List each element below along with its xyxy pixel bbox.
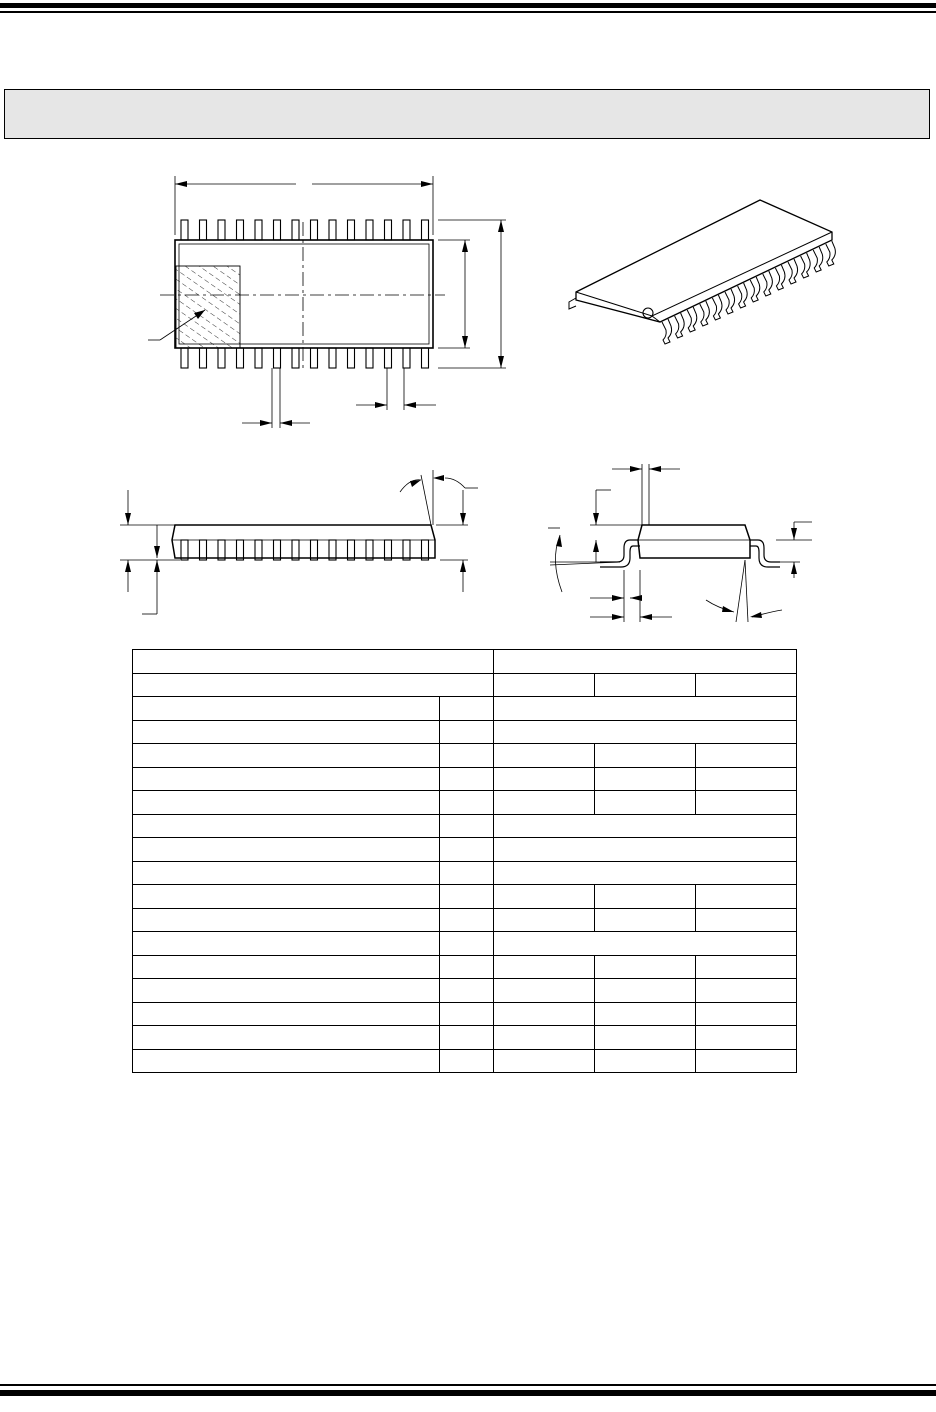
pin-bottom xyxy=(181,348,188,368)
pin-side xyxy=(237,540,244,560)
table-cell xyxy=(595,673,696,697)
side-view-pins xyxy=(181,540,429,560)
table-cell xyxy=(440,932,494,956)
pin-top xyxy=(403,220,410,240)
pin-top xyxy=(255,220,262,240)
table-row xyxy=(133,861,797,885)
pin-bottom xyxy=(292,348,299,368)
table-cell xyxy=(595,744,696,768)
table-cell xyxy=(440,861,494,885)
table-cell xyxy=(133,932,440,956)
table-cell xyxy=(696,791,797,815)
table-cell xyxy=(494,979,595,1003)
pin-side xyxy=(348,540,355,560)
table-row xyxy=(133,720,797,744)
table-cell xyxy=(494,791,595,815)
table-cell xyxy=(494,814,797,838)
table-cell xyxy=(133,861,440,885)
table-cell xyxy=(440,744,494,768)
table-row xyxy=(133,1049,797,1073)
table-row xyxy=(133,885,797,909)
pin-side xyxy=(422,540,429,560)
table-cell xyxy=(696,673,797,697)
pin-side xyxy=(218,540,225,560)
table-cell xyxy=(133,979,440,1003)
pin-top xyxy=(385,220,392,240)
pin-top xyxy=(292,220,299,240)
table-cell xyxy=(494,861,797,885)
table-cell xyxy=(133,814,440,838)
table-cell xyxy=(494,697,797,721)
table-cell xyxy=(494,673,595,697)
table-cell xyxy=(440,814,494,838)
pin-side xyxy=(403,540,410,560)
table-row xyxy=(133,1002,797,1026)
pin-isometric xyxy=(813,247,823,272)
table-cell xyxy=(595,885,696,909)
table-cell xyxy=(440,955,494,979)
table-cell xyxy=(696,908,797,932)
pin-isometric xyxy=(788,259,798,284)
table-cell xyxy=(133,720,440,744)
pin-bottom xyxy=(366,348,373,368)
table-cell xyxy=(494,885,595,909)
pin-isometric xyxy=(826,241,836,266)
table-cell xyxy=(133,908,440,932)
top-view xyxy=(148,176,506,428)
pin-top xyxy=(422,220,429,240)
pin-bottom xyxy=(218,348,225,368)
table-cell xyxy=(595,955,696,979)
table-row xyxy=(133,814,797,838)
pin-isometric xyxy=(700,301,710,326)
pin-isometric xyxy=(750,277,760,302)
table-cell xyxy=(133,838,440,862)
table-cell xyxy=(440,885,494,909)
isometric-view xyxy=(569,200,832,322)
pin-top xyxy=(181,220,188,240)
pin-isometric xyxy=(662,319,672,344)
pin-isometric xyxy=(725,289,735,314)
table-cell xyxy=(440,1026,494,1050)
table-cell xyxy=(440,767,494,791)
pin-side xyxy=(329,540,336,560)
table-row xyxy=(133,979,797,1003)
table-cell xyxy=(440,720,494,744)
table-cell xyxy=(494,838,797,862)
pin-side xyxy=(200,540,207,560)
table-cell xyxy=(494,1002,595,1026)
table-cell xyxy=(133,650,494,674)
bottom-rule-thick xyxy=(0,1390,936,1396)
bottom-rule-thin xyxy=(0,1384,936,1386)
pin-bottom xyxy=(348,348,355,368)
table-cell xyxy=(133,955,440,979)
table-cell xyxy=(133,673,494,697)
pin-top xyxy=(311,220,318,240)
pin-isometric xyxy=(775,265,785,290)
pin-bottom xyxy=(200,348,207,368)
table-cell xyxy=(494,650,797,674)
pin-side xyxy=(274,540,281,560)
pin-top xyxy=(348,220,355,240)
table-cell xyxy=(696,1026,797,1050)
table-cell xyxy=(696,1049,797,1073)
pin-side xyxy=(385,540,392,560)
table-cell xyxy=(133,697,440,721)
pin-top xyxy=(218,220,225,240)
table-cell xyxy=(133,885,440,909)
table-cell xyxy=(133,1026,440,1050)
table-cell xyxy=(440,1002,494,1026)
table-cell xyxy=(595,1026,696,1050)
pin-bottom xyxy=(329,348,336,368)
pin-top xyxy=(200,220,207,240)
table-cell xyxy=(494,932,797,956)
pin-isometric xyxy=(687,307,697,332)
table-cell xyxy=(494,955,595,979)
table-cell xyxy=(494,720,797,744)
pin-side xyxy=(255,540,262,560)
table-row xyxy=(133,744,797,768)
pin-isometric xyxy=(712,295,722,320)
table-cell xyxy=(494,767,595,791)
table-cell xyxy=(133,1049,440,1073)
table-cell xyxy=(696,979,797,1003)
table-row xyxy=(133,673,797,697)
table-cell xyxy=(696,885,797,909)
table-row xyxy=(133,932,797,956)
pin-top xyxy=(366,220,373,240)
table-cell xyxy=(696,1002,797,1026)
table-cell xyxy=(440,697,494,721)
table-cell xyxy=(494,908,595,932)
table-row xyxy=(133,650,797,674)
pin-top xyxy=(237,220,244,240)
pin-bottom xyxy=(403,348,410,368)
table-cell xyxy=(595,767,696,791)
table-row xyxy=(133,1026,797,1050)
table-cell xyxy=(494,1049,595,1073)
pin-side xyxy=(292,540,299,560)
table-row xyxy=(133,955,797,979)
table-cell xyxy=(696,767,797,791)
table-cell xyxy=(595,791,696,815)
table-cell xyxy=(696,744,797,768)
pin-top xyxy=(329,220,336,240)
pin-isometric xyxy=(738,283,748,308)
table-cell xyxy=(595,1002,696,1026)
pin-side xyxy=(181,540,188,560)
table-cell xyxy=(440,838,494,862)
table-row xyxy=(133,767,797,791)
table-cell xyxy=(133,744,440,768)
table-cell xyxy=(133,1002,440,1026)
end-view xyxy=(548,464,812,622)
table-row xyxy=(133,838,797,862)
table-cell xyxy=(494,744,595,768)
pin-bottom xyxy=(385,348,392,368)
table-row xyxy=(133,697,797,721)
table-cell xyxy=(595,1049,696,1073)
pin-isometric xyxy=(801,253,811,278)
table-cell xyxy=(440,979,494,1003)
table-cell xyxy=(595,979,696,1003)
pin-side xyxy=(311,540,318,560)
isometric-view-pins xyxy=(662,241,835,344)
table-cell xyxy=(440,908,494,932)
pin-side xyxy=(366,540,373,560)
dimension-table xyxy=(132,649,797,1073)
table-cell xyxy=(494,1026,595,1050)
table-cell xyxy=(133,767,440,791)
table-cell xyxy=(440,1049,494,1073)
pin-bottom xyxy=(311,348,318,368)
pin-bottom xyxy=(237,348,244,368)
pin-isometric xyxy=(675,313,685,338)
table-row xyxy=(133,908,797,932)
table-cell xyxy=(595,908,696,932)
table-cell xyxy=(133,791,440,815)
pin-top xyxy=(274,220,281,240)
pin-bottom xyxy=(274,348,281,368)
package-drawing xyxy=(0,0,936,640)
table-cell xyxy=(696,955,797,979)
pin-isometric xyxy=(763,271,773,296)
pin-bottom xyxy=(255,348,262,368)
table-cell xyxy=(440,791,494,815)
table-row xyxy=(133,791,797,815)
pin-bottom xyxy=(422,348,429,368)
